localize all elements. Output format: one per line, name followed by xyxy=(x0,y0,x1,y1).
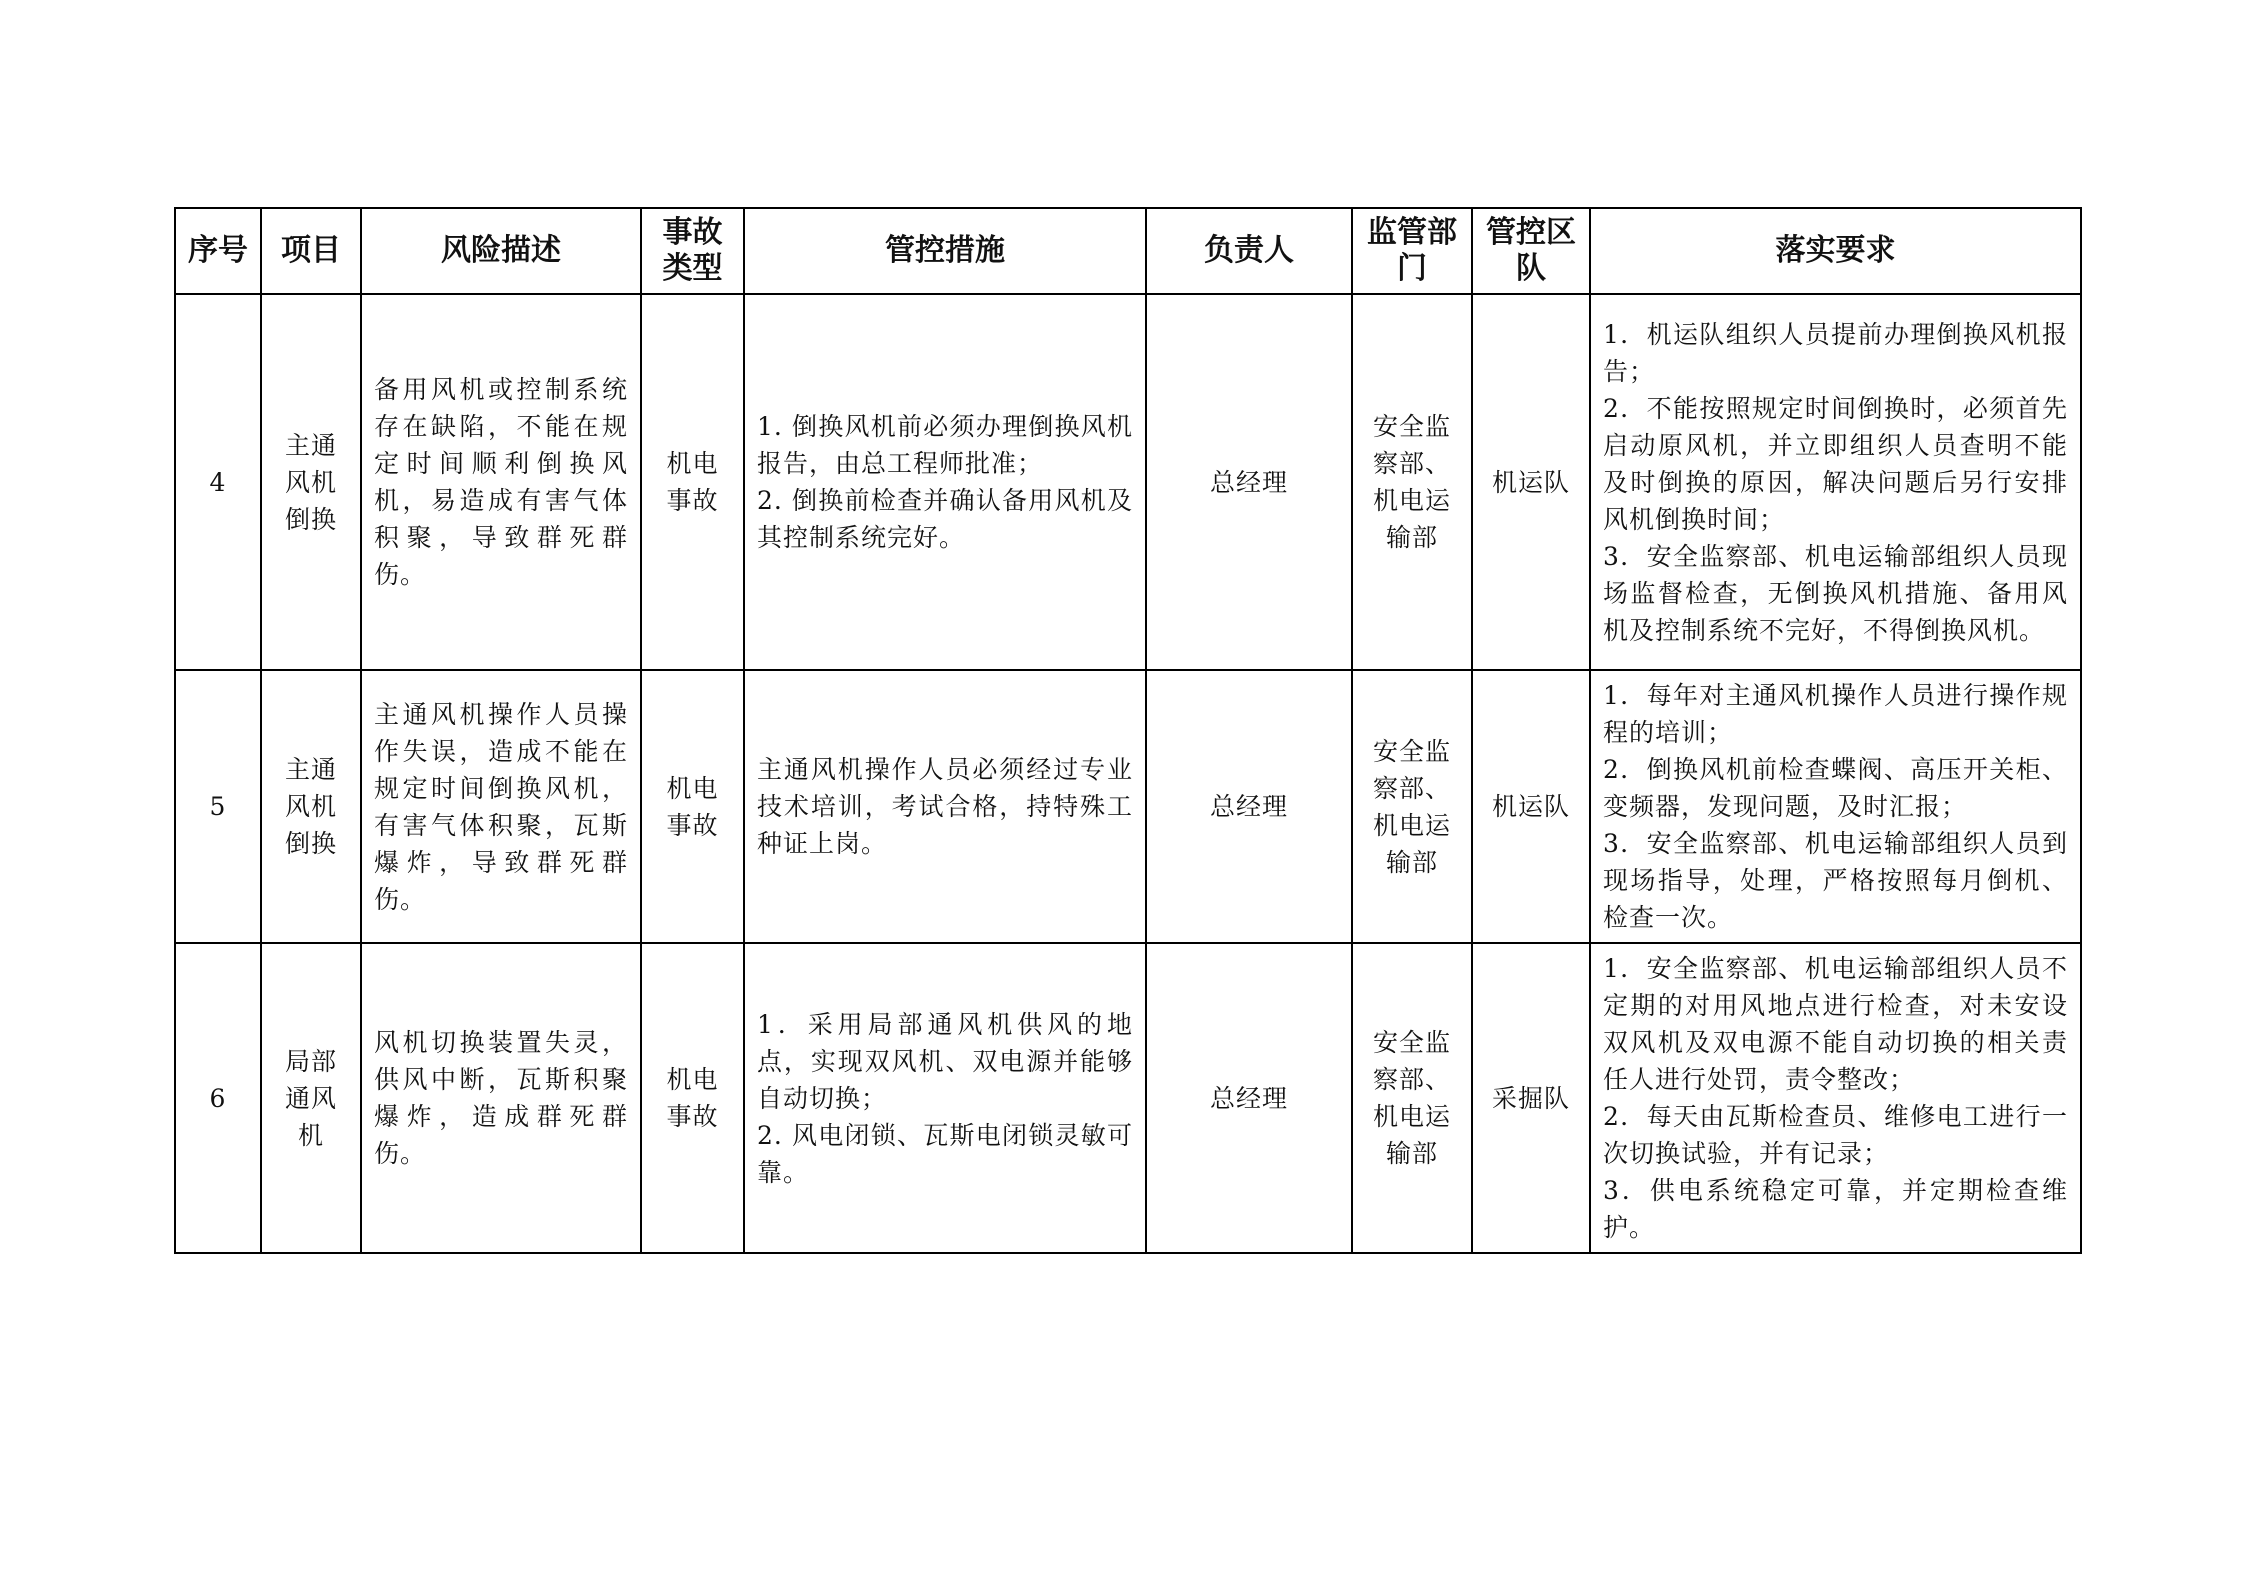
cell-control-team: 机运队 xyxy=(1472,670,1590,943)
measure-line: 1．采用局部通风机供风的地点，实现双风机、双电源并能够自动切换； xyxy=(757,1009,1133,1113)
header-measures: 管控措施 xyxy=(744,208,1146,294)
cell-owner: 总经理 xyxy=(1146,670,1352,943)
header-requirements: 落实要求 xyxy=(1590,208,2081,294)
cell-measures xyxy=(744,943,1146,1253)
cell-item: 主通风机倒换 xyxy=(261,670,361,943)
measure-line: 1. 倒换风机前必须办理倒换风机报告，由总工程师批准； xyxy=(757,412,1133,478)
cell-measures xyxy=(744,294,1146,670)
cell-item: 局部通风机 xyxy=(261,943,361,1253)
header-accident-type: 事故类型 xyxy=(641,208,744,294)
cell-control-team: 采掘队 xyxy=(1472,943,1590,1253)
cell-seq: 4 xyxy=(175,294,261,670)
cell-supervision: 安全监察部、机电运输部 xyxy=(1352,943,1472,1253)
cell-risk: 备用风机或控制系统存在缺陷，不能在规定时间顺利倒换风机，易造成有害气体积聚，导致群死群伤。 xyxy=(361,294,641,670)
requirement-line: 1．安全监察部、机电运输部组织人员不定期的对用风地点进行检查，对未安设双风机及双电源不能自动切换的相关责任人进行处罚，责令整改； xyxy=(1603,954,2068,1094)
measure-line: 主通风机操作人员必须经过专业技术培训，考试合格，持特殊工种证上岗。 xyxy=(757,755,1133,858)
header-row xyxy=(175,208,2081,294)
requirement-line: 3．安全监察部、机电运输部组织人员现场监督检查，无倒换风机措施、备用风机及控制系统不完好，不得倒换风机。 xyxy=(1603,541,2068,645)
cell-owner: 总经理 xyxy=(1146,943,1352,1253)
risk-control-table xyxy=(174,207,2082,1254)
cell-supervision: 安全监察部、机电运输部 xyxy=(1352,294,1472,670)
requirement-line: 2．每天由瓦斯检查员、维修电工进行一次切换试验，并有记录； xyxy=(1603,1102,2068,1168)
header-owner: 负责人 xyxy=(1146,208,1352,294)
table-row xyxy=(175,670,2081,943)
requirement-line: 2．倒换风机前检查蝶阀、高压开关柜、变频器，发现问题，及时汇报； xyxy=(1603,755,2068,821)
requirement-line: 2．不能按照规定时间倒换时，必须首先启动原风机，并立即组织人员查明不能及时倒换的原因，解决问题后另行安排风机倒换时间； xyxy=(1603,393,2068,534)
cell-risk: 风机切换装置失灵，供风中断，瓦斯积聚爆炸，造成群死群伤。 xyxy=(361,943,641,1253)
cell-control-team: 机运队 xyxy=(1472,294,1590,670)
cell-supervision: 安全监察部、机电运输部 xyxy=(1352,670,1472,943)
cell-requirements xyxy=(1590,294,2081,670)
table-row xyxy=(175,943,2081,1253)
cell-accident-type: 机电事故 xyxy=(641,943,744,1253)
header-control-team: 管控区队 xyxy=(1472,208,1590,294)
cell-measures xyxy=(744,670,1146,943)
measure-line: 2. 风电闭锁、瓦斯电闭锁灵敏可靠。 xyxy=(757,1120,1133,1187)
requirement-line: 1．每年对主通风机操作人员进行操作规程的培训； xyxy=(1603,681,2068,747)
header-supervision: 监管部门 xyxy=(1352,208,1472,294)
cell-requirements xyxy=(1590,943,2081,1253)
cell-accident-type: 机电事故 xyxy=(641,670,744,943)
header-item: 项目 xyxy=(261,208,361,294)
cell-seq: 5 xyxy=(175,670,261,943)
cell-accident-type: 机电事故 xyxy=(641,294,744,670)
cell-owner: 总经理 xyxy=(1146,294,1352,670)
cell-item: 主通风机倒换 xyxy=(261,294,361,670)
measure-line: 2. 倒换前检查并确认备用风机及其控制系统完好。 xyxy=(757,486,1133,552)
header-risk: 风险描述 xyxy=(361,208,641,294)
header-seq: 序号 xyxy=(175,208,261,294)
requirement-line: 3．安全监察部、机电运输部组织人员到现场指导，处理，严格按照每月倒机、检查一次。 xyxy=(1603,829,2068,932)
requirement-line: 1．机运队组织人员提前办理倒换风机报告； xyxy=(1603,319,2068,386)
cell-seq: 6 xyxy=(175,943,261,1253)
cell-requirements xyxy=(1590,670,2081,943)
cell-risk: 主通风机操作人员操作失误，造成不能在规定时间倒换风机，有害气体积聚，瓦斯爆炸，导致群死群伤。 xyxy=(361,670,641,943)
table-row xyxy=(175,294,2081,670)
requirement-line: 3．供电系统稳定可靠，并定期检查维护。 xyxy=(1603,1176,2068,1242)
